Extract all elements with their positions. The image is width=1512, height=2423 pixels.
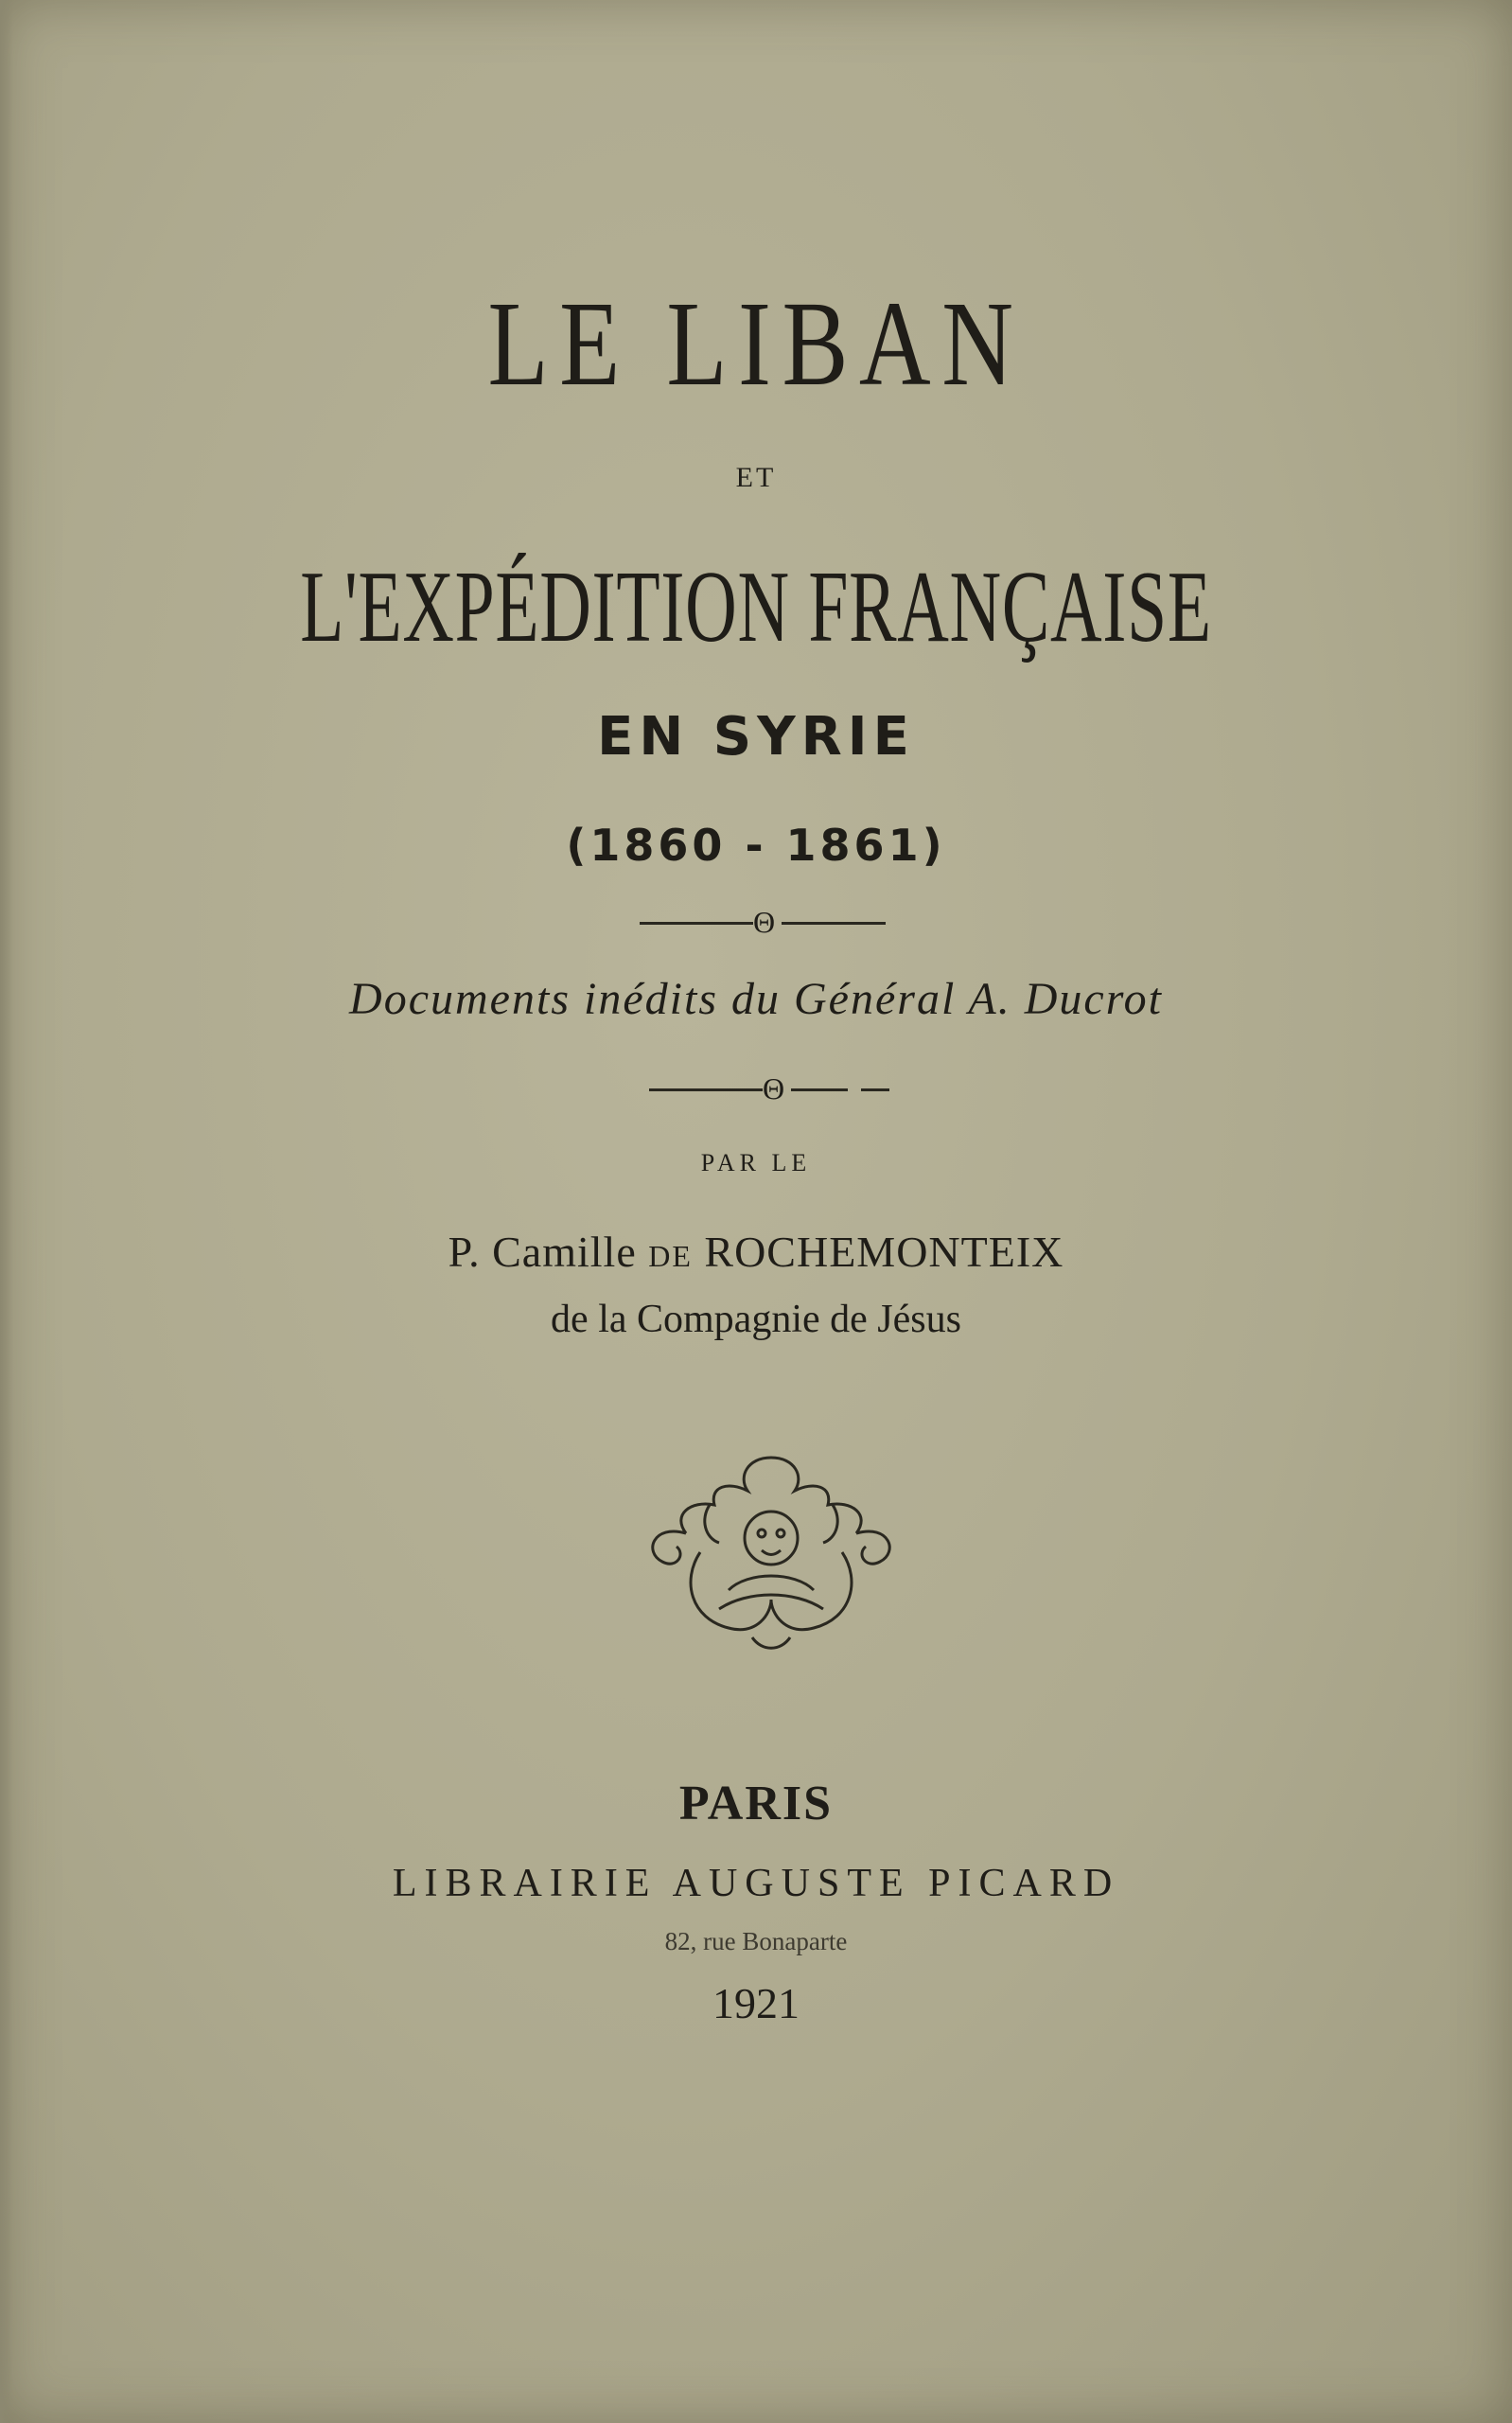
title-main: LE LIBAN [487,276,1025,411]
divider-ornament-icon: Θ [763,1071,785,1105]
divider-rule-dash [861,1088,889,1091]
title-conjunction: ET [735,462,777,493]
subtitle: Documents inédits du Général A. Ducrot [349,974,1163,1024]
author-prefix: P. Camille [448,1228,637,1276]
publication-year: 1921 [712,1979,800,2027]
author-affiliation: de la Compagnie de Jésus [551,1298,961,1341]
printers-ornament-icon [634,1448,908,1656]
publication-city: PARIS [678,1777,834,1831]
author-name [0,1227,1512,1277]
publisher-name: LIBRAIRIE AUGUSTE PICARD [392,1862,1120,1905]
author-surname: ROCHEMONTEIX [704,1228,1064,1276]
divider-rule-right [782,922,886,925]
divider-ornament-icon: Θ [753,905,776,939]
title-dates: (1860 - 1861) [566,820,946,871]
divider-rule-left [640,922,753,925]
author-particle: DE [648,1239,693,1273]
publisher-address: 82, rue Bonaparte [664,1927,848,1955]
title-place: EN SYRIE [597,706,915,768]
title-sub: L'EXPÉDITION FRANÇAISE [300,551,1212,663]
divider-rule-right [791,1088,848,1091]
cover-edge [0,0,13,2423]
by-line: PAR LE [700,1149,812,1176]
divider-rule-left [649,1088,763,1091]
